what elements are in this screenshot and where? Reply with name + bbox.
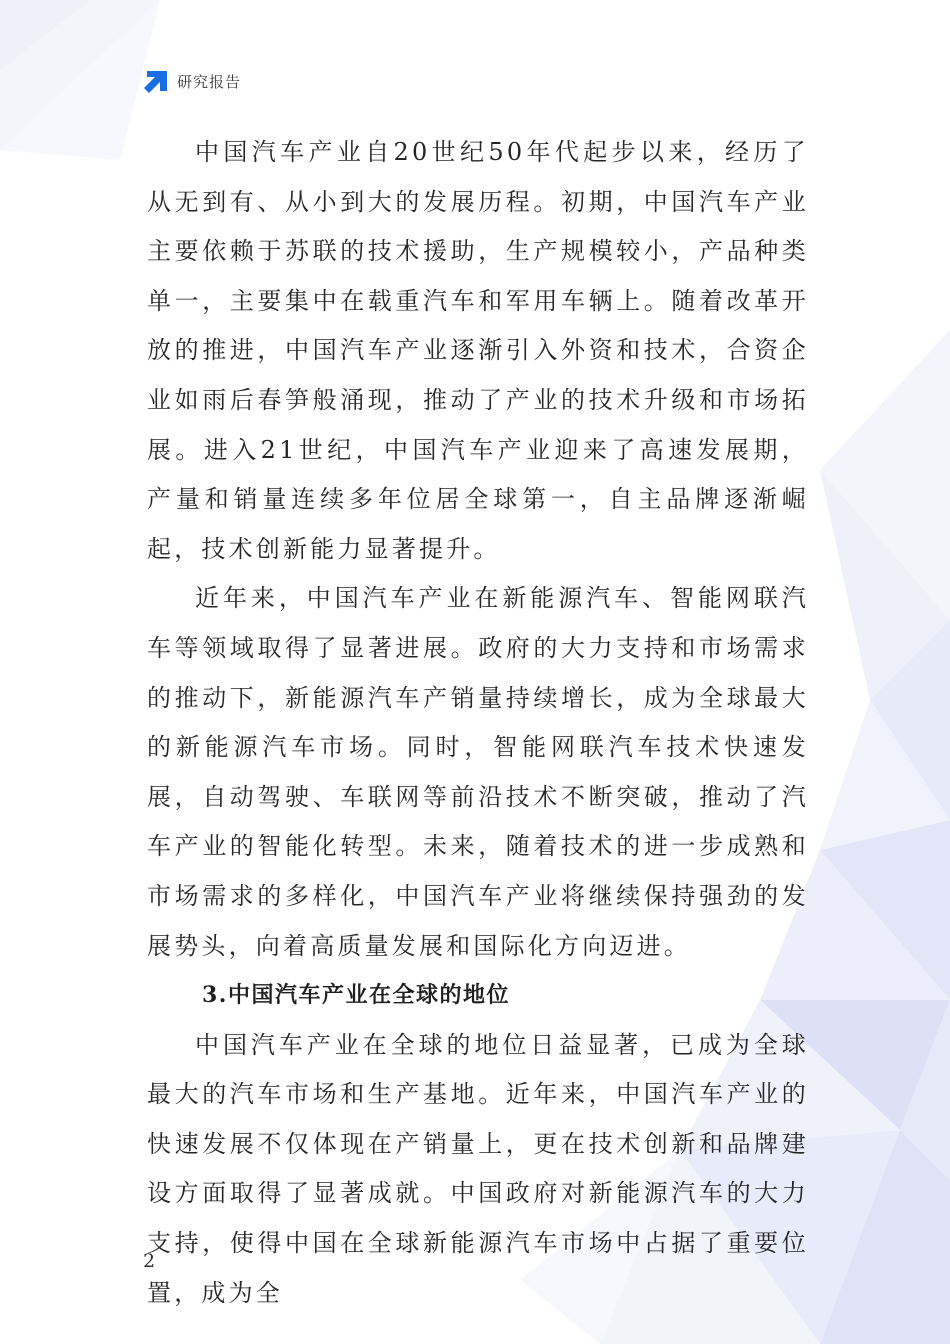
body-paragraph: 近年来，中国汽车产业在新能源汽车、智能网联汽车等领域取得了显著进展。政府的大力支持和市场需求的推动下，新能源汽车产销量持续增长，成为全球最大的新能源汽车市场。同时，智能网联汽车技术快速发展，自动驾驶、车联网等前沿技术不断突破，推动了汽车产业的智能化转型。未来，随着技术的进一步成熟和市场需求的多样化，中国汽车产业将继续保持强劲的发展势头，向着高质量发展和国际化方向迈进。	[147, 584, 809, 960]
header-title: 研究报告	[177, 72, 242, 91]
body-paragraph: 中国汽车产业在全球的地位日益显著，已成为全球最大的汽车市场和生产基地。近年来，中国汽车产业的快速发展不仅体现在产销量上，更在技术创新和品牌建设方面取得了显著成就。中国政府对新能源汽车的大力支持，使得中国在全球新能源汽车市场中占据了重要位置，成为全	[147, 1030, 809, 1307]
section-heading: 3.中国汽车产业在全球的地位	[202, 982, 510, 1009]
document-body	[147, 128, 809, 1318]
body-paragraph: 中国汽车产业自20世纪50年代起步以来，经历了从无到有、从小到大的发展历程。初期，中国汽车产业主要依赖于苏联的技术援助，生产规模较小，产品种类单一，主要集中在载重汽车和军用车辆上。随着改革开放的推进，中国汽车产业逐渐引入外资和技术，合资企业如雨后春笋般涌现，推动了产业的技术升级和市场拓展。进入21世纪，中国汽车产业迎来了高速发展期，产量和销量连续多年位居全球第一，自主品牌逐渐崛起，技术创新能力显著提升。	[147, 138, 809, 563]
report-header	[143, 68, 241, 94]
arrow-up-right-icon	[143, 68, 169, 94]
page-number: 2	[143, 1250, 156, 1272]
